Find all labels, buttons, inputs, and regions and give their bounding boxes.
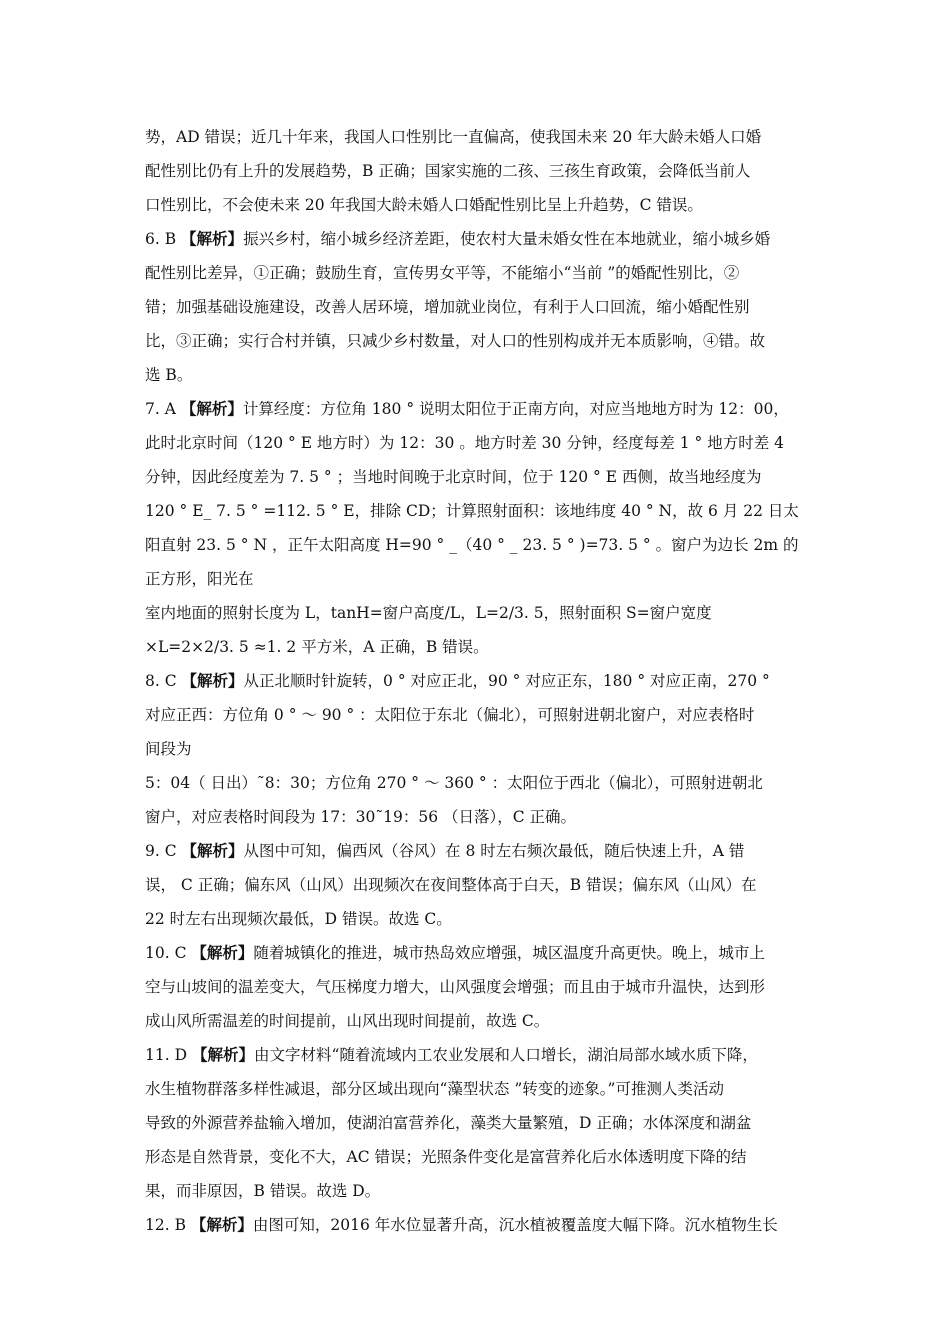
text-line: 导致的外源营养盐输入增加，使湖泊富营养化，藻类大量繁殖，D 正确；水体深度和湖盆: [145, 1114, 752, 1132]
text-line: 从正北顺时针旋转，0 ° 对应正北，90 ° 对应正东，180 ° 对应正南，270 °: [243, 672, 770, 690]
answer-number: 9. C: [145, 842, 177, 860]
analysis-tag: 【解析】: [191, 943, 254, 962]
text-line: 分钟，因此经度差为 7. 5 ° ；当地时间晚于北京时间，位于 120 ° E 西侧，故当地经度为: [145, 468, 762, 486]
text-line: 对应正西：方位角 0 ° ～ 90 ° ：太阳位于东北（偏北），可照射进朝北窗户，对应表格时: [145, 706, 755, 724]
text-line: 5：04（ 日出）˜8：30；方位角 270 ° ～ 360 ° ：太阳位于西北（偏北），可照射进朝北: [145, 774, 763, 792]
answer-9: [145, 834, 817, 868]
text-line: 由图可知，2016 年水位显著升高，沉水植被覆盖度大幅下降。沉水植物生长: [252, 1216, 778, 1234]
analysis-tag: 【解析】: [181, 229, 244, 248]
analysis-tag: 【解析】: [190, 1215, 253, 1234]
answer-12: [145, 1208, 817, 1242]
text-line: 选 B。: [145, 366, 193, 384]
answer-number: 10. C: [145, 944, 187, 962]
answer-number: 12. B: [145, 1216, 186, 1234]
answer-explanations: [145, 120, 817, 1242]
text-line: 随着城镇化的推进，城市热岛效应增强，城区温度升高更快。晚上，城市上: [253, 944, 765, 962]
answer-number: 11. D: [145, 1046, 188, 1064]
analysis-tag: 【解析】: [181, 841, 244, 860]
text-line: 从图中可知，偏西风（谷风）在 8 时左右频次最低，随后快速上升，A 错: [243, 842, 745, 860]
text-line: 形态是自然背景，变化不大，AC 错误；光照条件变化是富营养化后水体透明度下降的结: [145, 1148, 747, 1166]
text-line: 配性别比差异，①正确；鼓励生育，宣传男女平等，不能缩小“当前 ”的婚配性别比，②: [145, 264, 740, 282]
text-line: 成山风所需温差的时间提前，山风出现时间提前，故选 C。: [145, 1012, 550, 1030]
text-line: 间段为: [145, 740, 192, 758]
answer-6: [145, 222, 817, 256]
text-line: 口性别比，不会使未来 20 年我国大龄未婚人口婚配性别比呈上升趋势，C 错误。: [145, 196, 703, 214]
text-line: 空与山坡间的温差变大，气压梯度力增大，山风强度会增强；而且由于城市升温快，达到形: [145, 978, 766, 996]
text-line: 室内地面的照射长度为 L，tanH=窗户高度/L，L=2/3. 5，照射面积 S=窗户宽度: [145, 604, 712, 622]
answer-8: [145, 664, 817, 698]
text-line: 120 ° E_ 7. 5 ° =112. 5 ° E，排除 CD；计算照射面积：该地纬度 40 ° N，故 6 月 22 日太: [145, 502, 799, 520]
text-line: 配性别比仍有上升的发展趋势，B 正确；国家实施的二孩、三孩生育政策，会降低当前人: [145, 162, 751, 180]
text-line: 窗户，对应表格时间段为 17：30˜19：56 （日落），C 正确。: [145, 808, 577, 826]
analysis-tag: 【解析】: [180, 399, 243, 418]
answer-number: 6. B: [145, 230, 177, 248]
text-line: 由文字材料“随着流域内工农业发展和人口增长，湖泊局部水域水质下降，: [253, 1046, 758, 1064]
answer-7: [145, 392, 817, 426]
answer-number: 7. A: [145, 400, 176, 418]
text-line: 果，而非原因，B 错误。故选 D。: [145, 1182, 381, 1200]
answer-11: [145, 1038, 817, 1072]
text-line: 错；加强基础设施建设，改善人居环境，增加就业岗位，有利于人口回流，缩小婚配性别: [145, 298, 750, 316]
text-line: 阳直射 23. 5 ° N ，正午太阳高度 H=90 ° _（40 ° _ 23. 5 ° )=73. 5 ° 。窗户为边长 2m 的: [145, 536, 799, 554]
text-line: ×L=2×2/3. 5 ≈1. 2 平方米，A 正确，B 错误。: [145, 638, 489, 656]
text-line: 此时北京时间（120 ° E 地方时）为 12：30 。地方时差 30 分钟，经度每差 1 ° 地方时差 4: [145, 434, 784, 452]
text-line: 水生植物群落多样性减退，部分区域出现向“藻型状态 ”转变的迹象。”可推测人类活动: [145, 1080, 724, 1098]
text-line: 比，③正确；实行合村并镇，只减少乡村数量，对人口的性别构成并无本质影响，④错。故: [145, 332, 766, 350]
text-line: 振兴乡村，缩小城乡经济差距，使农村大量未婚女性在本地就业，缩小城乡婚: [243, 230, 771, 248]
text-line: 22 时左右出现频次最低，D 错误。故选 C。: [145, 910, 452, 928]
text-line: 误， C 正确；偏东风（山风）出现频次在夜间整体高于白天，B 错误；偏东风（山风）在: [145, 876, 757, 894]
analysis-tag: 【解析】: [181, 671, 244, 690]
answer-number: 8. C: [145, 672, 177, 690]
text-line: 正方形，阳光在: [145, 570, 254, 588]
text-line: 计算经度：方位角 180 ° 说明太阳位于正南方向，对应当地地方时为 12：00，: [242, 400, 789, 418]
analysis-tag: 【解析】: [191, 1045, 254, 1064]
answer-10: [145, 936, 817, 970]
text-line: 势，AD 错误；近几十年来，我国人口性别比一直偏高，使我国未来 20 年大龄未婚人口婚: [145, 128, 762, 146]
